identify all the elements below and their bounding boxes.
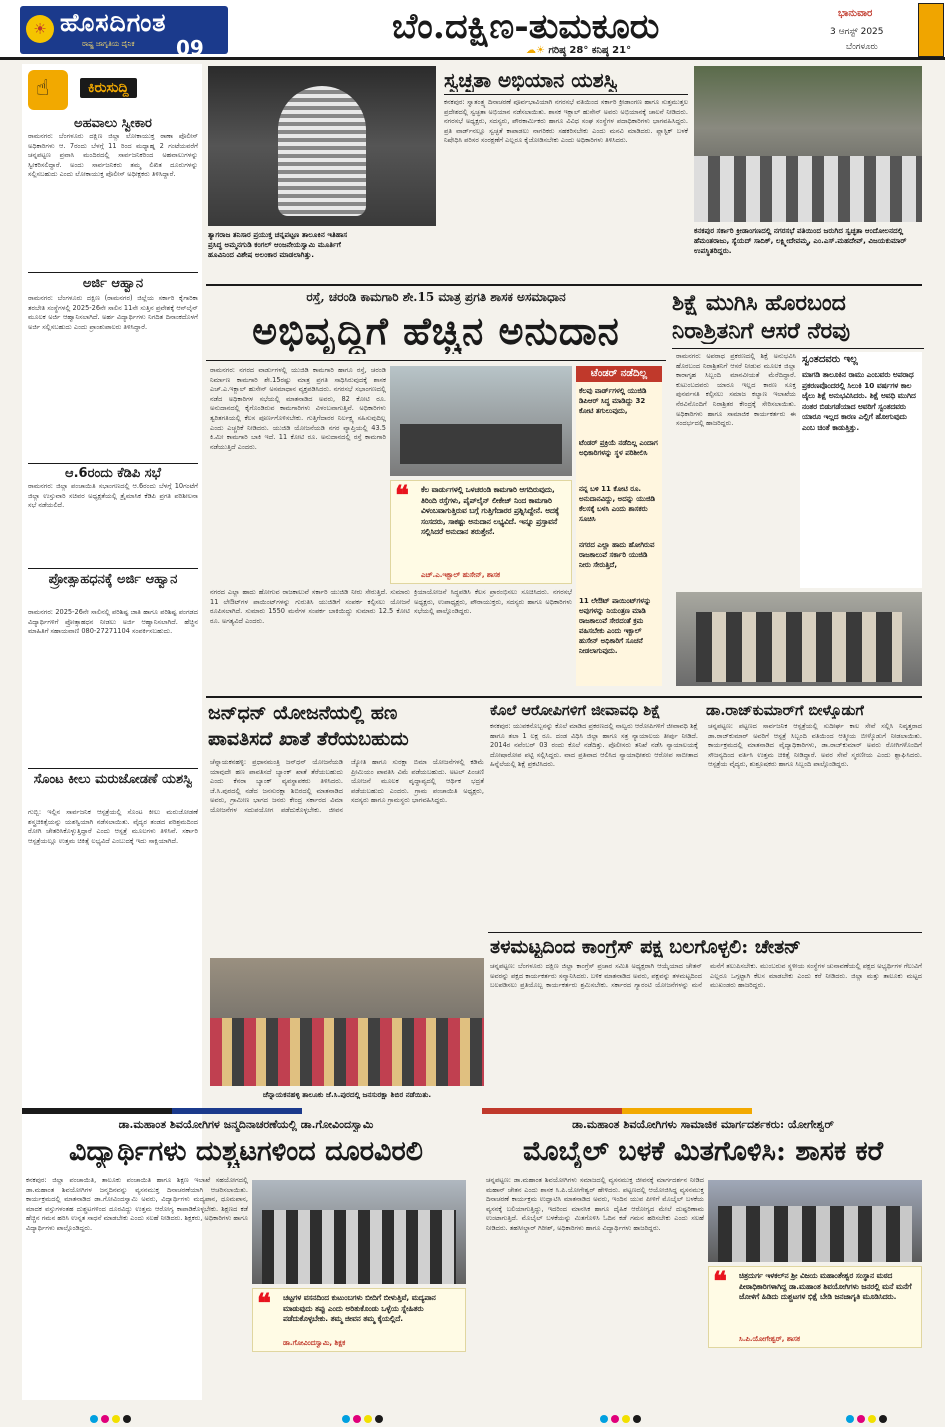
orphanage-box-text: ಮಾಗಡಿ ತಾಲೂಕಿನ ರಾಮು ಎಂಬವರು ಅಪರಾಧ ಪ್ರಕರಣವೊಂದರಲ್ಲಿ ಸಿಲುಕಿ 10 ವರ್ಷಗಳ ಕಾಲ ಜೈಲು ಶಿಕ್ಷೆ ಅನುಭವಿಸಿದರು. ಶಿಕ್ಷೆ ಅವಧಿ ಮುಗಿದ ನಂತರ ಬಿಡುಗಡೆಯಾದ ಅವರಿಗೆ ಸ್ವಂತದವರು ಯಾರೂ ಇಲ್ಲದ ಕಾರಣ ಎಲ್ಲಿಗೆ ಹೋಗುವುದು ಎಂಬ ಚಿಂತೆ ಕಾಡುತ್ತಿತ್ತು. (802, 370, 916, 432)
divider (28, 463, 198, 464)
logo-name: ಹೊಸದಿಗಂತ (60, 8, 167, 37)
lead-body: ನಗರದ ಎಲ್ಲಾ ಹಾದು ಹೋಗುವ ರಾಜಕಾಲುವೆ ಸರ್ಕಾರಿ ಯುಜಿಡಿ ನೀರು ಸೇರುತ್ತಿದೆ. ಸುಮಾರು 11 ಲೇಔಟ್‌ಗಳ ಪಾಯಿಂಟ್‌ಗಳನ್ನು ಗುರುತಿಸಿ ಯುಜಿಡಿಗೆ ಸಂಪರ್ಕ ಕಲ್ಪಿಸಲು ಯೋಜನೆ ರೂಪಿಸಲಾಗಿದೆ. ಸುಮಾರು 1550 ಮನೆಗಳ ಸಂಪರ್ಕ ಬಾಕಿಯಿದ್ದು ಸುಮಾರು 12.5 ಕೋಟಿ ರೂ. ಅಗತ್ಯವಿದೆ ಎಂದರು. (210, 588, 410, 625)
sidebar-title: ಕಿರುಸುದ್ದಿ (80, 78, 137, 98)
lead-quote: ಕೆಲ ವಾರ್ಡುಗಳಲ್ಲಿ ಒಳಚರಂಡಿ ಕಾಮಗಾರಿ ಆಗದಿರುವುದು, ತಿರಿಂದಿ ರಸ್ತೆಗಳು, ಪೈಪ್‌ಲೈನ್ ಲೀಕೇಜ್ ನಿಂದ ಕಾಮಗಾರಿ ವಿಳಂಬವಾಗುತ್ತಿರುವ ಬಗ್ಗೆ ಗುತ್ತಿಗೆದಾರರ ಪ್ರಶ್ನಿಸಿದ್ದೇನೆ. ಅದಕ್ಕೆ ಸಂಸದರು, ಸಾಕಷ್ಟು ಅನುದಾನ ಲಭ್ಯವಿದೆ. ಇನ್ನೂ ಪ್ರಸ್ತಾವನೆ ಸಲ್ಲಿಸಿದರೆ ಅನುದಾನ ತರುತ್ತೇನೆ. (421, 485, 560, 536)
murder-body: ಕನಕಪುರ: ಯುವಕನೊಬ್ಬನನ್ನು ಕೊಲೆ ಮಾಡಿದ ಪ್ರಕರಣದಲ್ಲಿ ನಾಲ್ವರು ಆರೋಪಿಗಳಿಗೆ ಜೀವಾವಧಿ ಶಿಕ್ಷೆ ಹಾಗೂ ತಲಾ 1 ಲಕ್ಷ ರೂ. ದಂಡ ವಿಧಿಸಿ ಜಿಲ್ಲಾ ಹಾಗೂ ಸತ್ರ ನ್ಯಾಯಾಲಯ ತೀರ್ಪು ನೀಡಿದೆ. 2014ರ ನವೆಂಬರ್ 03 ರಂದು ಕೊಲೆ ನಡೆದಿತ್ತು. ಪೊಲೀಸರು ತನಿಖೆ ನಡೆಸಿ ನ್ಯಾಯಾಲಯಕ್ಕೆ ದೋಷಾರೋಪ ಪಟ್ಟಿ ಸಲ್ಲಿಸಿದ್ದರು. ವಾದ ಪ್ರತಿವಾದ ಆಲಿಸಿದ ನ್ಯಾಯಾಧೀಶರು ಆರೋಪ ಸಾಬೀತಾದ ಹಿನ್ನೆಲೆಯಲ್ಲಿ ಶಿಕ್ಷೆ ಪ್ರಕಟಿಸಿದರು. (490, 722, 698, 769)
divider (206, 696, 922, 698)
edition-title: ಬೆಂ.ದಕ್ಷಿಣ-ತುಮಕೂರು (392, 6, 660, 47)
jandhan-body: ಚೆನ್ನಾಯಕನಹಳ್ಳಿ: ಪ್ರಧಾನಮಂತ್ರಿ ಜನ್‌ಧನ್ ಯೋಜನೆಯಡಿ ಯಾವುದೇ ಹಣ ಪಾವತಿಸದೆ ಬ್ಯಾಂಕ್ ಖಾತೆ ತೆರೆಯಬಹುದು ಎಂದು ಕೆನರಾ ಬ್ಯಾಂಕ್ ವ್ಯವಸ್ಥಾಪಕರು ತಿಳಿಸಿದರು. ಜೆ.ಸಿ.ಪುರದಲ್ಲಿ ನಡೆದ ಜನಸುರಕ್ಷಾ ಶಿಬಿರದಲ್ಲಿ ಮಾತನಾಡಿದ ಅವರು, ಗ್ರಾಮೀಣ ಭಾಗದ ಜನರು ಕೇಂದ್ರ ಸರ್ಕಾರದ ವಿಮಾ ಯೋಜನೆಗಳ ಸದುಪಯೋಗ ಪಡೆದುಕೊಳ್ಳಬೇಕು. ಜೀವನ ಜ್ಯೋತಿ ಹಾಗೂ ಸುರಕ್ಷಾ ಬಿಮಾ ಯೋಜನೆಗಳಲ್ಲಿ ಕಡಿಮೆ ಪ್ರೀಮಿಯಂ ಪಾವತಿಸಿ ವಿಮೆ ಪಡೆಯಬಹುದು. ಅಟಲ್ ಪಿಂಚಣಿ ಯೋಜನೆ ಮೂಲಕ ವೃದ್ಧಾಪ್ಯದಲ್ಲಿ ಆರ್ಥಿಕ ಭದ್ರತೆ ಪಡೆಯಬಹುದು ಎಂದರು. ಗ್ರಾಮ ಪಂಚಾಯಿತಿ ಅಧ್ಯಕ್ಷರು, ಸದಸ್ಯರು ಹಾಗೂ ಗ್ರಾಮಸ್ಥರು ಭಾಗವಹಿಸಿದ್ದರು. (210, 758, 484, 814)
quote-icon: ❝ (713, 1267, 727, 1297)
jandhan-photo (210, 958, 484, 1086)
students-photo (252, 1180, 466, 1284)
issue-day: ಭಾನುವಾರ (838, 8, 873, 19)
orphanage-headline: ನಿರಾಶ್ರಿತನಿಗೆ ಆಸರೆ ನೆರವು (672, 318, 851, 344)
sidebar-item-title: ಸೊಂಟ ಕೀಲು ಮರುಜೋಡಣೆ ಯಶಸ್ವಿ (33, 772, 193, 787)
mobile-quote-box (708, 1266, 922, 1348)
congress-headline: ತಳಮಟ್ಟದಿಂದ ಕಾಂಗ್ರೆಸ್ ಪಕ್ಷ ಬಲಗೊಳ್ಳಲಿ: ಚೇತನ್ (490, 936, 801, 958)
orphanage-info-box (800, 352, 922, 588)
mobile-quote: ಚಿತ್ರದುರ್ಗ ಇಳಕಲ್‌ನ ಶ್ರೀ ವಿಜಯ ಮಹಾಂತೇಶ್ವರ ಸಂಸ್ಥಾನ ಮಠದ ಪೀಠಾಧಿಕಾರಿಗಳಾಗಿದ್ದ ಡಾ.ಮಹಾಂತ ಶಿವಯೋಗಿಗಳು ಜನರಲ್ಲಿ ಮನೆ ಮನೆಗೆ ಜೋಳಿಗೆ ಹಿಡಿದು ದುಶ್ಚಟಗಳ ಭಿಕ್ಷೆ ಬೇಡಿ ಜನಜಾಗೃತಿ ಮೂಡಿಸಿದರು. (739, 1271, 912, 1301)
kirusuddi-hand-icon: ☝ (28, 70, 68, 110)
cleanliness-caption: ಕನಕಪುರ ಸರ್ಕಾರಿ ಕ್ರೀಡಾಂಗಣದಲ್ಲಿ ನಗರಸಭೆ ವತಿಯಿಂದ ಜರುಗಿದ ಸ್ವಚ್ಛತಾ ಆಂದೋಲನದಲ್ಲಿ ಹೆಮಂತರಾಜು, ಸ್ಯೆಯದ್ ಸಾದಿಕ್, ಲಕ್ಷ್ಮೀದೇವಮ್ಮ, ಎಂ.ಎಸ್.ಮಹದೇವ್, ವಿಜಯಕುಮಾರ್ ಉಪಸ್ಥಿತರಿದ್ದರು. (694, 226, 907, 255)
newspaper-logo[interactable] (20, 6, 228, 60)
divider (28, 272, 198, 273)
logo-tagline: ರಾಷ್ಟ್ರ ಜಾಗೃತಿಯ ದೈನಿಕ (82, 40, 135, 48)
divider (444, 94, 688, 95)
divider (206, 360, 666, 361)
sidebar-item-body: ಗುಬ್ಬಿ: ಇಲ್ಲಿನ ಸಾರ್ವಜನಿಕ ಆಸ್ಪತ್ರೆಯಲ್ಲಿ ಸೊಂಟ ಕೀಲು ಮರುಜೋಡಣೆ ಶಸ್ತ್ರಚಿಕಿತ್ಸೆಯನ್ನು ಯಶಸ್ವಿಯಾಗಿ ನಡೆಸಲಾಯಿತು. ವೈದ್ಯರ ತಂಡದ ಪರಿಶ್ರಮದಿಂದ ರೋಗಿ ಚೇತರಿಸಿಕೊಳ್ಳುತ್ತಿದ್ದಾರೆ ಎಂದು ಆಸ್ಪತ್ರೆ ಮೂಲಗಳು ತಿಳಿಸಿವೆ. ಸರ್ಕಾರಿ ಆಸ್ಪತ್ರೆಯಲ್ಲೂ ಉತ್ತಮ ಚಿಕಿತ್ಸೆ ಲಭ್ಯವಿದೆ ಎಂಬುದಕ್ಕೆ ಇದು ಸಾಕ್ಷಿಯಾಗಿದೆ. (28, 808, 198, 845)
page-number: 09 (176, 36, 204, 60)
divider (206, 284, 922, 286)
weather-min: ಕನಿಷ್ಠ 21° (591, 45, 632, 56)
jandhan-headline: ಜನ್‌ಧನ್ ಯೋಜನೆಯಲ್ಲಿ ಹಣ (208, 702, 398, 724)
students-quote: ಚಟ್ಟಗಳ ವಸನದಿಂದ ಕುಟುಂಬಗಳು ಬೀದಿಗೆ ಬೀಳುತ್ತಿವೆ, ಮದ್ಯಪಾನ ಮಾಡುವುದು ತಪ್ಪು ಎಂದು ಅರಿತುಕೊಂಡು ಒಳ್ಳೆಯ ಸ್ನೇಹಿತರು ಪಡೆದುಕೊಳ್ಳಬೇಕು. ತಮ್ಮ ಜೀವನ ತಮ್ಮ ಕೈಯಲ್ಲಿದೆ. (283, 1293, 436, 1323)
jandhan-headline: ಪಾವತಿಸದೆ ಖಾತೆ ತೆರೆಯಬಹುದು (208, 728, 409, 750)
divider (672, 348, 924, 349)
lead-quote-box (390, 480, 572, 584)
orphanage-box-title: ಸ್ವಂತದವರು ಇಲ್ಲ (802, 354, 858, 365)
lead-kicker: ರಸ್ತೆ, ಚರಂಡಿ ಕಾಮಗಾರಿ ಶೇ.15 ಮಾತ್ರ ಪ್ರಗತಿ ಶಾಸಕ ಅಸಮಾಧಾನ (306, 290, 566, 304)
mobile-quote-author: ಸಿ.ಪಿ.ಯೋಗೇಶ್ವರ್, ಶಾಸಕ (739, 1335, 801, 1343)
lead-headline: ಅಭಿವೃದ್ಧಿಗೆ ಹೆಚ್ಚಿನ ಅನುದಾನ (252, 308, 620, 353)
color-bar (172, 1108, 302, 1114)
students-quote-author: ಡಾ.ಗೋವಿಂದಸ್ವಾಮಿ, ಶಿಕ್ಷಕ (283, 1339, 346, 1347)
rajkumar-headline: ಡಾ.ರಾಜ್‌ಕುಮಾರ್‌ಗೆ ಬೀಳ್ಕೊಡುಗೆ (706, 702, 864, 719)
sun-logo-icon: ☀ (26, 15, 54, 43)
weather-readout (526, 45, 631, 56)
tender-item: 11 ಲೇಔಟ್‌ ಪಾಯಿಂಟ್‌ಗಳನ್ನು ಅವುಗಳನ್ನು ನಿಯಂತ್ರಣ ಮಾಡಿ ರಾಜಕಾಲುವೆ ಸೇರದಂತೆ ಕ್ರಮ ವಹಿಸಬೇಕು ಎಂದು ಇಕ್ಬಾಲ್ ಹುಸೇನ್ ಅಧಿಕಾರಿಗೆ ಸೂಚನೆ ನೀಡಲಾಗುವುದು. (579, 597, 652, 655)
cleanliness-body: ಕನಕಪುರ: ಸ್ವಾತಂತ್ರ್ಯ ದಿನಾಚರಣೆ ಪೂರ್ವಭಾವಿಯಾಗಿ ನಗರಸಭೆ ವತಿಯಿಂದ ಸರ್ಕಾರಿ ಕ್ರೀಡಾಂಗಣ ಹಾಗೂ ಸುತ್ತಮುತ್ತಲ ಪ್ರದೇಶದಲ್ಲಿ ಸ್ವಚ್ಛತಾ ಅಭಿಯಾನ ನಡೆಸಲಾಯಿತು. ಶಾಸಕ ಇಕ್ಬಾಲ್ ಹುಸೇನ್ ಅವರು ಅಭಿಯಾನಕ್ಕೆ ಚಾಲನೆ ನೀಡಿದರು. ನಗರಸಭೆ ಅಧ್ಯಕ್ಷರು, ಸದಸ್ಯರು, ಪೌರಕಾರ್ಮಿಕರು ಹಾಗೂ ವಿವಿಧ ಸಂಘ ಸಂಸ್ಥೆಗಳ ಪದಾಧಿಕಾರಿಗಳು ಭಾಗವಹಿಸಿದ್ದರು. ಪ್ರತಿ ವಾರ್ಡ್‌ನಲ್ಲೂ ಸ್ವಚ್ಛತೆ ಕಾಪಾಡಲು ನಾಗರಿಕರು ಸಹಕರಿಸಬೇಕು ಎಂದು ಮನವಿ ಮಾಡಿದರು. ಪ್ಲಾಸ್ಟಿಕ್ ಬಳಕೆ ನಿಷೇಧಿಸಿ ಪರಿಸರ ಸಂರಕ್ಷಣೆಗೆ ಎಲ್ಲರೂ ಕೈಜೋಡಿಸಬೇಕು ಎಂದು ಅಧಿಕಾರಿಗಳು ತಿಳಿಸಿದರು. (444, 98, 688, 145)
lead-quote-author: ಎಚ್.ಎ.ಇಕ್ಬಾಲ್ ಹುಸೇನ್, ಶಾಸಕ (421, 571, 501, 579)
congress-body: ಚನ್ನಪಟ್ಟಣ: ಬೆಂಗಳೂರು ದಕ್ಷಿಣ ಜಿಲ್ಲಾ ಕಾಂಗ್ರೆಸ್ ಪ್ರಚಾರ ಸಮಿತಿ ಅಧ್ಯಕ್ಷರಾಗಿ ಆಯ್ಕೆಯಾದ ಚೇತನ್ ಅವರನ್ನು ಪಕ್ಷದ ಕಾರ್ಯಕರ್ತರು ಸನ್ಮಾನಿಸಿದರು. ಬಳಿಕ ಮಾತನಾಡಿದ ಅವರು, ಪಕ್ಷವನ್ನು ತಳಮಟ್ಟದಿಂದ ಬಲಪಡಿಸಲು ಪ್ರತಿಯೊಬ್ಬ ಕಾರ್ಯಕರ್ತರು ಶ್ರಮಿಸಬೇಕು. ಸರ್ಕಾರದ ಗ್ಯಾರಂಟಿ ಯೋಜನೆಗಳನ್ನು ಮನೆ ಮನೆಗೆ ತಲುಪಿಸಬೇಕು. ಮುಂಬರುವ ಸ್ಥಳೀಯ ಸಂಸ್ಥೆಗಳ ಚುನಾವಣೆಯಲ್ಲಿ ಪಕ್ಷದ ಅಭ್ಯರ್ಥಿಗಳ ಗೆಲುವಿಗೆ ಎಲ್ಲರೂ ಒಗ್ಗಟ್ಟಾಗಿ ಕೆಲಸ ಮಾಡಬೇಕು ಎಂದು ಕರೆ ನೀಡಿದರು. ಜಿಲ್ಲಾ ಮತ್ತು ತಾಲೂಕು ಮಟ್ಟದ ಮುಖಂಡರು ಹಾಜರಿದ್ದರು. (490, 962, 922, 990)
color-bar (622, 1108, 752, 1114)
tender-item: ಟೆಂಡರ್ ಪ್ರಕ್ರಿಯೆ ನಡೆದಿಲ್ಲ ಎಂದಾಗ ಅಧಿಕಾರಿಗಳನ್ನು ಸ್ಥಳ ಪರಿಶೀಲಿಸಿ (579, 439, 658, 457)
sidebar-item-body: ರಾಮನಗರ: ಬೆಂಗಳೂರು ದಕ್ಷಿಣ (ರಾಮನಗರ) ಜಿಲ್ಲೆಯ ಸರ್ಕಾರಿ ಕೈಗಾರಿಕಾ ತರಬೇತಿ ಸಂಸ್ಥೆಗಳಲ್ಲಿ 2025-26ನೇ ಸಾಲಿನ 11ನೇ ಸುತ್ತಿನ ಪ್ರವೇಶಕ್ಕೆ ಆನ್‌ಲೈನ್ ಮೂಲಕ ಅರ್ಜಿ ಆಹ್ವಾನಿಸಲಾಗಿದೆ. ಅರ್ಹ ವಿದ್ಯಾರ್ಥಿಗಳು ನಿಗದಿತ ದಿನಾಂಕದೊಳಗೆ ಅರ್ಜಿ ಸಲ್ಲಿಸಬಹುದು ಎಂದು ಪ್ರಾಂಶುಪಾಲರು ತಿಳಿಸಿದ್ದಾರೆ. (28, 294, 198, 331)
lead-body: ಕ್ರಿಯಾಯೋಜನೆ ಸಿದ್ಧಪಡಿಸಿ ಕೆಲಸ ಪ್ರಾರಂಭಿಸಲು ಸೂಚಿಸಿದರು. ನಗರಸಭೆ ಅಧ್ಯಕ್ಷರು, ಉಪಾಧ್ಯಕ್ಷರು, ಪೌರಾಯುಕ್ತರು, ಸದಸ್ಯರು ಹಾಗೂ ಅಧಿಕಾರಿಗಳು ಸಭೆಯಲ್ಲಿ ಪಾಲ್ಗೊಂಡಿದ್ದರು. (414, 588, 572, 616)
mobile-kicker: ಡಾ.ಮಹಾಂತ ಶಿವಯೋಗಿಗಳು ಸಾಮಾಜಿಕ ಮಾರ್ಗದರ್ಶಕರು: ಯೋಗೇಶ್ವರ್ (572, 1118, 834, 1131)
orphanage-headline: ಶಿಕ್ಷೆ ಮುಗಿಸಿ ಹೊರಬಂದ (672, 290, 846, 316)
cleanliness-headline: ಸ್ವಚ್ಛತಾ ಅಭಿಯಾನ ಯಶಸ್ವಿ (444, 68, 618, 92)
students-body: ಕನಕಪುರ: ಜಿಲ್ಲಾ ಪಂಚಾಯಿತಿ, ತಾಲೂಕು ಪಂಚಾಯಿತಿ ಹಾಗೂ ಶಿಕ್ಷಣ ಇಲಾಖೆ ಸಹಯೋಗದಲ್ಲಿ ಡಾ.ಮಹಾಂತ ಶಿವಯೋಗಿಗಳ ಜನ್ಮದಿನವನ್ನು ವ್ಯಸನಮುಕ್ತ ದಿನಾಚರಣೆಯಾಗಿ ಆಚರಿಸಲಾಯಿತು. ಕಾರ್ಯಕ್ರಮದಲ್ಲಿ ಮಾತನಾಡಿದ ಡಾ.ಗೋವಿಂದಸ್ವಾಮಿ ಅವರು, ವಿದ್ಯಾರ್ಥಿಗಳು ಮದ್ಯಪಾನ, ಧೂಮಪಾನ, ಮಾದಕ ವಸ್ತುಗಳಂತಹ ದುಶ್ಚಟಗಳಿಂದ ದೂರವಿದ್ದು ಉತ್ತಮ ಆರೋಗ್ಯ ಕಾಪಾಡಿಕೊಳ್ಳಬೇಕು. ಶಿಕ್ಷಣದ ಕಡೆ ಹೆಚ್ಚಿನ ಗಮನ ಹರಿಸಿ ಉನ್ನತ ಸಾಧನೆ ಮಾಡಬೇಕು ಎಂದು ಸಲಹೆ ನೀಡಿದರು. ಶಿಕ್ಷಕರು, ಅಧಿಕಾರಿಗಳು ಹಾಗೂ ವಿದ್ಯಾರ್ಥಿಗಳು ಪಾಲ್ಗೊಂಡಿದ್ದರು. (26, 1176, 248, 1232)
sidebar-item-body: ರಾಮನಗರ: 2025-26ನೇ ಸಾಲಿನಲ್ಲಿ ಪರಿಶಿಷ್ಟ ಜಾತಿ ಹಾಗೂ ಪರಿಶಿಷ್ಟ ಪಂಗಡದ ವಿದ್ಯಾರ್ಥಿಗಳಿಗೆ ಪ್ರೋತ್ಸಾಹಧನ ನೀಡಲು ಅರ್ಜಿ ಆಹ್ವಾನಿಸಲಾಗಿದೆ. ಹೆಚ್ಚಿನ ಮಾಹಿತಿಗೆ ಸಹಾಯವಾಣಿ 080-27271104 ಸಂಪರ್ಕಿಸಬಹುದು. (28, 608, 198, 636)
divider (28, 568, 198, 569)
photo-caption: ಹೂವಿನಿಂದ ವಿಶೇಷ ಅಲಂಕಾರ ಮಾಡಲಾಗಿತ್ತು. (208, 250, 315, 259)
sidebar-item-title: ಪ್ರೋತ್ಸಾಹಧನಕ್ಕೆ ಅರ್ಜಿ ಆಹ್ವಾನ (48, 572, 178, 587)
sidebar-item-title: ಆ.6ರಂದು ಕೆಡಿಪಿ ಸಭೆ (65, 466, 161, 481)
color-bar (482, 1108, 622, 1114)
lead-body: ರಾಮನಗರ: ನಗರದ ವಾರ್ಡುಗಳಲ್ಲಿ ಯುಜಿಡಿ ಕಾಮಗಾರಿ ಹಾಗೂ ರಸ್ತೆ, ಚರಂಡಿ ನಿರ್ಮಾಣ ಕಾಮಗಾರಿ ಶೇ.15ರಷ್ಟು ಮಾತ್ರ ಪ್ರಗತಿ ಸಾಧಿಸಿರುವುದಕ್ಕೆ ಶಾಸಕ ಎಚ್.ಎ.ಇಕ್ಬಾಲ್ ಹುಸೇನ್ ಅಸಮಾಧಾನ ವ್ಯಕ್ತಪಡಿಸಿದರು. ನಗರಸಭೆ ಸಭಾಂಗಣದಲ್ಲಿ ನಡೆದ ಅಧಿಕಾರಿಗಳ ಸಭೆಯಲ್ಲಿ ಮಾತನಾಡಿದ ಅವರು, 82 ಕೋಟಿ ರೂ. ಅನುದಾನದಲ್ಲಿ ಕೈಗೊಂಡಿರುವ ಕಾಮಗಾರಿಗಳು ವಿಳಂಬವಾಗುತ್ತಿವೆ. ಅಧಿಕಾರಿಗಳು ತ್ವರಿತಗತಿಯಲ್ಲಿ ಕೆಲಸ ಪೂರ್ಣಗೊಳಿಸಬೇಕು. ಗುತ್ತಿಗೆದಾರರ ನಿರ್ಲಕ್ಷ್ಯ ಸಹಿಸುವುದಿಲ್ಲ ಎಂದು ಎಚ್ಚರಿಕೆ ನೀಡಿದರು. ಯುಜಿಡಿ ಯೋಜನೆಯಡಿ ನಗರ ವ್ಯಾಪ್ತಿಯಲ್ಲಿ 43.5 ಕಿ.ಮೀ ಕಾಮಗಾರಿ ಬಾಕಿ ಇದೆ. 11 ಕೋಟಿ ರೂ. ಅನುದಾನದಲ್ಲಿ ರಸ್ತೆ ಕಾಮಗಾರಿ ನಡೆಯುತ್ತಿದೆ ಎಂದರು. (210, 366, 386, 451)
quote-icon: ❝ (395, 481, 409, 511)
divider (28, 768, 198, 769)
students-kicker: ಡಾ.ಮಹಾಂತ ಶಿವಯೋಗಿಗಳ ಜನ್ಮದಿನಾಚರಣೆಯಲ್ಲಿ ಡಾ.ಗೋವಿಂದಸ್ವಾಮಿ (118, 1118, 374, 1131)
divider (488, 932, 922, 933)
tender-box-title: ಟೆಂಡರ್ ನಡೆದಿಲ್ಲ (576, 366, 662, 382)
sidebar-item-body: ರಾಮನಗರ: ಬೆಂಗಳೂರು ದಕ್ಷಿಣ ಜಿಲ್ಲಾ ಲೋಕಾಯುಕ್ತ ಠಾಣಾ ಪೊಲೀಸ್ ಅಧಿಕಾರಿಗಳು ಆ. 7ರಂದು ಬೆಳಗ್ಗೆ 11 ರಿಂದ ಮಧ್ಯಾಹ್ನ 2 ಗಂಟೆಯವರೆಗೆ ಚನ್ನಪಟ್ಟಣ ಪ್ರವಾಸಿ ಮಂದಿರದಲ್ಲಿ ಸಾರ್ವಜನಿಕರಿಂದ ಅಹವಾಲುಗಳನ್ನು ಸ್ವೀಕರಿಸಲಿದ್ದಾರೆ. ಅಂದು ಸಾರ್ವಜನಿಕರು ತಮ್ಮ ಲಿಖಿತ ದೂರುಗಳನ್ನು ಸಲ್ಲಿಸಬಹುದು ಎಂದು ಲೋಕಾಯುಕ್ತ ಪೊಲೀಸ್ ಅಧೀಕ್ಷಕರು ತಿಳಿಸಿದ್ದಾರೆ. (28, 132, 198, 179)
orphanage-body: ರಾಮನಗರ: ಅಪರಾಧ ಪ್ರಕರಣದಲ್ಲಿ ಶಿಕ್ಷೆ ಅನುಭವಿಸಿ ಹೊರಬಂದ ನಿರಾಶ್ರಿತನಿಗೆ ಆಸರೆ ನೀಡುವ ಮೂಲಕ ಜಿಲ್ಲಾ ಕಾರಾಗೃಹ ಸಿಬ್ಬಂದಿ ಮಾನವೀಯತೆ ಮೆರೆದಿದ್ದಾರೆ. ಕುಟುಂಬದವರು ಯಾರೂ ಇಲ್ಲದ ಕಾರಣ ಸೂಕ್ತ ಪುನರ್ವಸತಿ ಕಲ್ಪಿಸಲು ಸಮಾಜ ಕಲ್ಯಾಣ ಇಲಾಖೆಯ ನೆರವಿನೊಂದಿಗೆ ನಿರಾಶ್ರಿತರ ಕೇಂದ್ರಕ್ಕೆ ಸೇರಿಸಲಾಯಿತು. ಅಧಿಕಾರಿಗಳು ಹಾಗೂ ಸಾಮಾಜಿಕ ಕಾರ್ಯಕರ್ತರು ಈ ಸಂದರ್ಭದಲ್ಲಿ ಹಾಜರಿದ್ದರು. (676, 352, 796, 428)
temple-idol-photo (208, 66, 436, 226)
students-headline: ವಿದ್ಯಾರ್ಥಿಗಳು ದುಶ್ಚಟಗಳಿಂದ ದೂರವಿರಲಿ (69, 1136, 423, 1167)
weather-icon: ☁☀ (526, 45, 545, 56)
weather-max: ಗರಿಷ್ಠ 28° (548, 45, 589, 56)
color-bar (22, 1108, 172, 1114)
photo-caption: ತ್ಯಾಗರಾಜ ತನಿಸಾರ ಪ್ರಯುಕ್ತ ಚನ್ನಪಟ್ಟಣ ತಾಲೂಕಿನ ಇತಿಹಾಸ (208, 230, 348, 239)
mobile-headline: ಮೊಬೈಲ್ ಬಳಕೆ ಮಿತಗೊಳಿಸಿ: ಶಾಸಕ ಕರೆ (522, 1136, 884, 1167)
students-quote-box (252, 1288, 466, 1352)
mobile-body: ಚನ್ನಪಟ್ಟಣ: ಡಾ.ಮಹಾಂತ ಶಿವಯೋಗಿಗಳು ಸಮಾಜದಲ್ಲಿ ವ್ಯಸನಮುಕ್ತ ಜೀವನಕ್ಕೆ ಮಾರ್ಗದರ್ಶನ ನೀಡಿದ ಮಹಾನ್ ಚೇತನ ಎಂದು ಶಾಸಕ ಸಿ.ಪಿ.ಯೋಗೇಶ್ವರ್ ಹೇಳಿದರು. ಪಟ್ಟಣದಲ್ಲಿ ಆಯೋಜಿಸಿದ್ದ ವ್ಯಸನಮುಕ್ತ ದಿನಾಚರಣೆ ಕಾರ್ಯಕ್ರಮ ಉದ್ಘಾಟಿಸಿ ಮಾತನಾಡಿದ ಅವರು, ಇಂದಿನ ಯುವ ಪೀಳಿಗೆ ಮೊಬೈಲ್ ಬಳಕೆಯ ವ್ಯಸನಕ್ಕೆ ಬಲಿಯಾಗುತ್ತಿದ್ದು, ಇದರಿಂದ ಮಾನಸಿಕ ಹಾಗೂ ದೈಹಿಕ ಆರೋಗ್ಯದ ಮೇಲೆ ದುಷ್ಪರಿಣಾಮ ಉಂಟಾಗುತ್ತಿದೆ. ಮೊಬೈಲ್ ಬಳಕೆಯನ್ನು ಮಿತಗೊಳಿಸಿ ಓದಿನ ಕಡೆ ಗಮನ ಹರಿಸಬೇಕು ಎಂದು ಸಲಹೆ ನೀಡಿದರು. ತಹಸೀಲ್ದಾರ್ ಗಿರೀಶ್, ಅಧಿಕಾರಿಗಳು ಹಾಗೂ ವಿದ್ಯಾರ್ಥಿಗಳು ಹಾಜರಿದ್ದರು. (486, 1176, 704, 1232)
jandhan-caption: ಚೆನ್ನಾಯಕನಹಳ್ಳಿ ತಾಲೂಕು ಜೆ.ಸಿ.ಪುರದಲ್ಲಿ ಜನಸುರಕ್ಷಾ ಶಿಬಿರ ನಡೆಯಿತು. (262, 1090, 432, 1099)
color-tab (918, 3, 944, 57)
tender-item: ನಗರದ ಎಲ್ಲಾ ಹಾದು ಹೋಗಿರುವ ರಾಜಕಾಲುವೆ ಸರ್ಕಾರಿ ಯುಜಿಡಿ ನೀರು ಸೇರುತ್ತಿದೆ, (579, 541, 655, 569)
issue-city: ಬೆಂಗಳೂರು (846, 42, 878, 52)
meeting-photo (390, 366, 572, 476)
photo-caption: ಪ್ರಸಿದ್ಧ ಅಮ್ಮನಗುಡಿ ಕಂಗಲ್ ಆಂಜನೇಯಸ್ವಾಮಿ ಮೂರ್ತಿಗೆ (208, 240, 341, 249)
sidebar-item-body: ರಾಮನಗರ: ಜಿಲ್ಲಾ ಪಂಚಾಯಿತಿ ಸಭಾಂಗಣದಲ್ಲಿ ಆ.6ರಂದು ಬೆಳಗ್ಗೆ 10ಗಂಟೆಗೆ ಜಿಲ್ಲಾ ಉಸ್ತುವಾರಿ ಸಚಿವರ ಅಧ್ಯಕ್ಷತೆಯಲ್ಲಿ ತ್ರೈಮಾಸಿಕ ಕೆಡಿಪಿ ಪ್ರಗತಿ ಪರಿಶೀಲನಾ ಸಭೆ ನಡೆಯಲಿದೆ. (28, 482, 198, 510)
tender-item: ಕೆಲವು ವಾರ್ಡ್‌ಗಳಲ್ಲಿ ಯುಜಿಡಿ ಡಿಪಿಆರ್ ಸಿದ್ಧ ಮಾಡಿದ್ದು 32 ಕೋಟಿ ತಗುಲುವುದು, (579, 387, 647, 415)
quote-icon: ❝ (257, 1289, 271, 1319)
tender-item: ನನ್ನ ಬಳಿ 11 ಕೋಟಿ ರೂ. ಅನುದಾನವಿದ್ದು, ಅದನ್ನು ಯುಜಿಡಿ ಕೆಲಸಕ್ಕೆ ಬಳಸಿ ಎಂದು ಶಾಸಕರು ಸೂಚಿಸಿ (579, 485, 656, 523)
orphanage-photo (676, 592, 922, 686)
rajkumar-body: ಚನ್ನಪಟ್ಟಣ: ಪಟ್ಟಣದ ಸಾರ್ವಜನಿಕ ಆಸ್ಪತ್ರೆಯಲ್ಲಿ ಸುದೀರ್ಘ ಕಾಲ ಸೇವೆ ಸಲ್ಲಿಸಿ ನಿವೃತ್ತರಾದ ಡಾ.ರಾಜ್‌ಕುಮಾರ್ ಅವರಿಗೆ ಆಸ್ಪತ್ರೆ ಸಿಬ್ಬಂದಿ ವತಿಯಿಂದ ಆತ್ಮೀಯ ಬೀಳ್ಕೊಡುಗೆ ನೀಡಲಾಯಿತು. ಕಾರ್ಯಕ್ರಮದಲ್ಲಿ ಮಾತನಾಡಿದ ವೈದ್ಯಾಧಿಕಾರಿಗಳು, ಡಾ.ರಾಜ್‌ಕುಮಾರ್ ಅವರು ರೋಗಿಗಳೊಂದಿಗೆ ಸೌಜನ್ಯದಿಂದ ವರ್ತಿಸಿ ಉತ್ತಮ ಚಿಕಿತ್ಸೆ ನೀಡಿದ್ದಾರೆ. ಅವರ ಸೇವೆ ಸ್ಮರಣೀಯ ಎಂದು ಶ್ಲಾಘಿಸಿದರು. ಆಸ್ಪತ್ರೆಯ ವೈದ್ಯರು, ಶುಶ್ರೂಷಕರು ಹಾಗೂ ಸಿಬ್ಬಂದಿ ಪಾಲ್ಗೊಂಡಿದ್ದರು. (708, 722, 922, 769)
tender-box (576, 382, 662, 686)
mobile-photo (708, 1180, 922, 1262)
cleanliness-photo (694, 66, 922, 222)
issue-date: 3 ಆಗಸ್ಟ್ 2025 (830, 27, 884, 37)
sidebar-item-title: ಅರ್ಜಿ ಆಹ್ವಾನ (82, 276, 144, 291)
sidebar-item-title: ಅಹವಾಲು ಸ್ವೀಕಾರ (74, 116, 152, 131)
murder-headline: ಕೊಲೆ ಆರೋಪಿಗಳಿಗೆ ಜೀವಾವಧಿ ಶಿಕ್ಷೆ (490, 702, 661, 719)
